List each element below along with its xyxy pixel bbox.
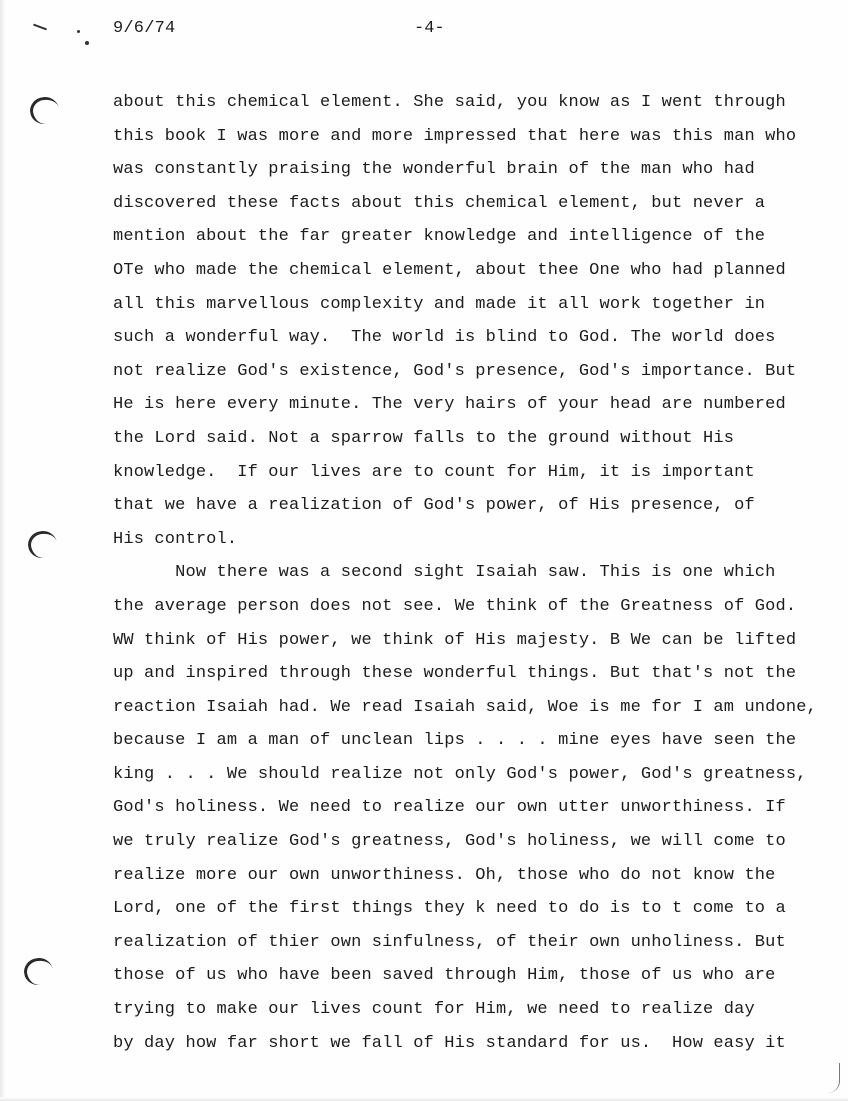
- text-line: He is here every minute. The very hairs of your head are numbered: [113, 395, 786, 415]
- punch-hole-middle: [26, 529, 59, 561]
- text-line: such a wonderful way. The world is blind to God. The world does: [113, 328, 776, 348]
- text-line: about this chemical element. She said, you know as I went through: [113, 93, 786, 112]
- paragraph-start-line: Now there was a second sight Isaiah saw. This is one which: [113, 563, 776, 583]
- text-line: that we have a realization of God's power, of His presence, of: [113, 496, 755, 516]
- text-line: not realize God's existence, God's presence, God's importance. But: [113, 361, 797, 381]
- text-line: by day how far short we fall of His standard for us. How easy it: [113, 1033, 786, 1053]
- text-line: those of us who have been saved through Him, those of us who are: [113, 966, 776, 986]
- text-line: God's holiness. We need to realize our own utter unworthiness. If: [113, 798, 786, 818]
- text-line: we truly realize God's greatness, God's holiness, we will come to: [113, 832, 786, 852]
- text-line: WW think of His power, we think of His majesty. B We can be lifted: [113, 630, 797, 650]
- text-line: was constantly praising the wonderful brain of the man who had: [113, 160, 755, 180]
- text-line: the Lord said. Not a sparrow falls to the ground without His: [113, 428, 735, 448]
- text-line: Lord, one of the first things they k need to do is to t come to a: [113, 899, 786, 919]
- text-line: His control.: [113, 529, 238, 549]
- typed-body-text: [113, 86, 817, 1060]
- text-line: mention about the far greater knowledge and intelligence of the: [113, 227, 766, 247]
- text-line: reaction Isaiah had. We read Isaiah said, Woe is me for I am undone,: [113, 697, 817, 717]
- page-number: -4-: [414, 19, 445, 38]
- text-line: because I am a man of unclean lips . . . . mine eyes have seen the: [113, 731, 797, 751]
- text-line: knowledge. If our lives are to count for Him, it is important: [113, 462, 755, 482]
- stray-pen-mark: [33, 24, 47, 31]
- text-line: king . . . We should realize not only God's power, God's greatness,: [113, 764, 807, 784]
- text-line: OTe who made the chemical element, about thee One who had planned: [113, 260, 786, 280]
- page-corner-curl: [825, 1063, 840, 1093]
- text-line: up and inspired through these wonderful things. But that's not the: [113, 664, 797, 684]
- stray-dot-mark: [77, 30, 80, 33]
- text-line: realize more our own unworthiness. Oh, those who do not know the: [113, 865, 776, 885]
- page-bottom-edge-shadow: [0, 1097, 848, 1101]
- page-left-edge-shadow: [0, 0, 6, 1101]
- text-line: all this marvellous complexity and made it all work together in: [113, 294, 766, 314]
- text-line: the average person does not see. We think of the Greatness of God.: [113, 596, 797, 616]
- header-date: 9/6/74: [113, 19, 176, 38]
- punch-hole-bottom: [22, 956, 55, 988]
- punch-hole-top: [28, 95, 61, 127]
- text-line: discovered these facts about this chemical element, but never a: [113, 193, 766, 213]
- text-line: this book I was more and more impressed that here was this man who: [113, 126, 797, 146]
- stray-dot-mark: [85, 41, 89, 45]
- text-line: trying to make our lives count for Him, we need to realize day: [113, 1000, 755, 1020]
- text-line: realization of thier own sinfulness, of their own unholiness. But: [113, 932, 786, 952]
